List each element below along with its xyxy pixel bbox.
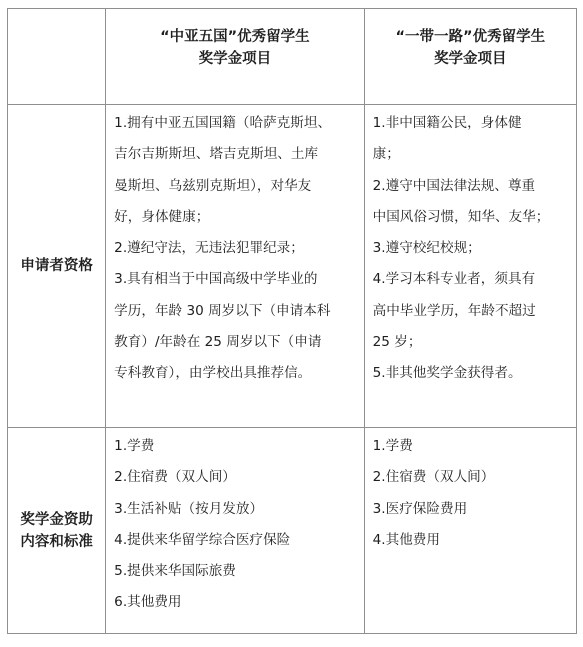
list-item: 5.非其他奖学金获得者。: [372, 365, 522, 382]
eligibility-row: [8, 105, 577, 428]
list-item: 2.住宿费（双人间）: [372, 469, 495, 486]
list-item: 学历，年龄 30 周岁以下（申请本科: [114, 302, 331, 319]
list-item: 3.医疗保险费用: [372, 500, 468, 517]
list-item: 3.具有相当于中国高级中学毕业的: [114, 271, 318, 288]
list-item: 高中毕业学历，年龄不超过: [372, 302, 536, 319]
list-item: 3.遵守校纪校规；: [372, 240, 481, 257]
header-central-asia-line1: “中亚五国”优秀留学生: [160, 29, 310, 45]
funding-belt-road-cell: [364, 428, 576, 634]
list-item: 6.其他费用: [114, 594, 182, 611]
eligibility-belt-road-cell: [364, 105, 576, 428]
list-item: 中国风俗习惯，知华、友华；: [372, 208, 550, 225]
funding-label-line1: 奖学金资助: [20, 511, 93, 528]
header-central-asia: [106, 9, 364, 105]
header-belt-road: [364, 9, 576, 105]
header-belt-road-line2: 奖学金项目: [434, 51, 507, 67]
eligibility-central-asia-cell: [106, 105, 364, 428]
funding-label: [8, 428, 106, 634]
list-item: 专科教育），由学校出具推荐信。: [114, 365, 312, 382]
funding-row: [8, 428, 577, 634]
list-item: 4.其他费用: [372, 531, 440, 548]
funding-label-line2: 内容和标准: [20, 533, 93, 550]
list-item: 2.住宿费（双人间）: [114, 469, 236, 486]
scholarship-table: [7, 8, 577, 634]
header-corner-cell: [8, 9, 106, 105]
list-item: 好，身体健康；: [114, 208, 210, 225]
list-item: 康；: [372, 146, 400, 163]
list-item: 25 岁；: [372, 334, 422, 351]
list-item: 4.学习本科专业者，须具有: [372, 271, 536, 288]
eligibility-label: 申请者资格: [8, 105, 106, 428]
header-row: [8, 9, 577, 105]
list-item: 曼斯坦、乌兹别克斯坦），对华友: [114, 177, 312, 194]
header-central-asia-line2: 奖学金项目: [198, 51, 272, 67]
list-item: 3.生活补贴（按月发放）: [114, 500, 264, 517]
list-item: 4.提供来华留学综合医疗保险: [114, 531, 291, 548]
list-item: 1.拥有中亚五国国籍（哈萨克斯坦、: [114, 115, 332, 131]
list-item: 教育）/年龄在 25 周岁以下（申请: [114, 334, 322, 351]
list-item: 1.非中国籍公民，身体健: [372, 115, 522, 131]
header-belt-road-line1: “一带一路”优秀留学生: [395, 29, 546, 45]
list-item: 5.提供来华国际旅费: [114, 563, 236, 580]
funding-central-asia-cell: [106, 428, 364, 634]
list-item: 吉尔吉斯斯坦、塔吉克斯坦、土库: [114, 146, 319, 163]
list-item: 2.遵守中国法律法规、尊重: [372, 177, 536, 194]
list-item: 1.学费: [114, 438, 155, 454]
list-item: 2.遵纪守法，无违法犯罪纪录；: [114, 240, 304, 257]
list-item: 1.学费: [372, 438, 413, 454]
